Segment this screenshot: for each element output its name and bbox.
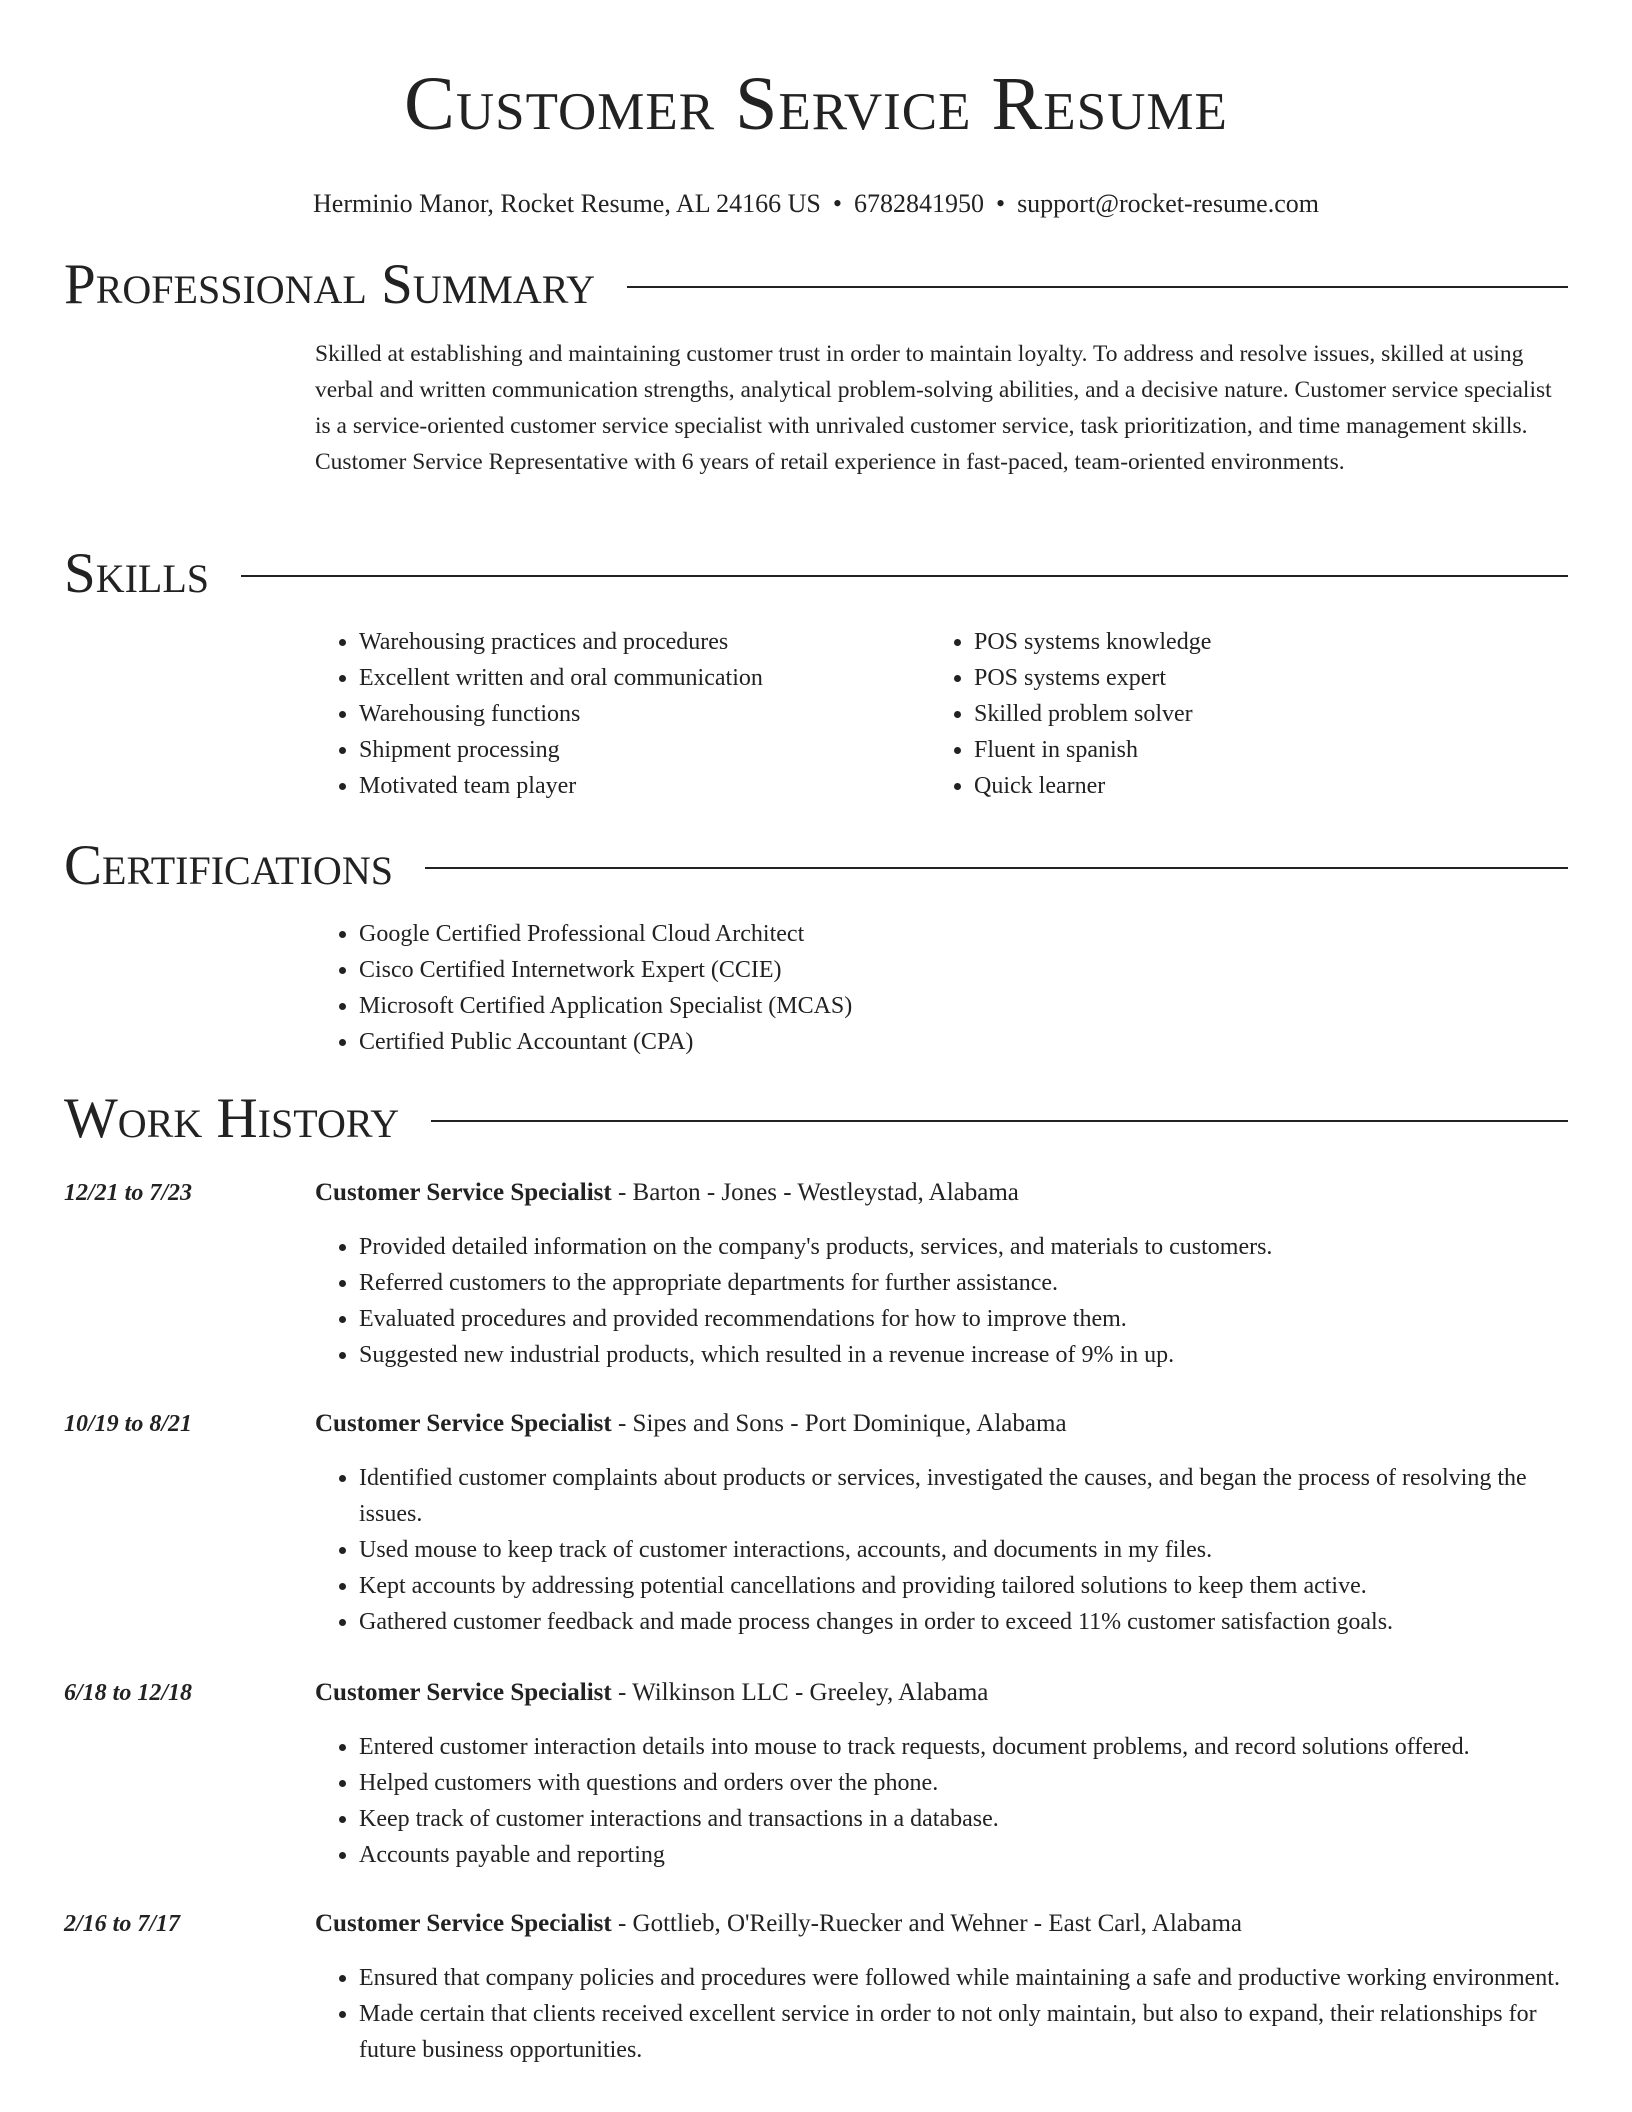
job-bullet: • Made certain that clients received excellent service in order to not only maintain, but also to expand, their relationships for future business opportunities. <box>359 1996 1568 2068</box>
job-title-line <box>315 1406 1067 1442</box>
certification-item: • Google Certified Professional Cloud Architect <box>359 916 1568 952</box>
job-bullets <box>315 1729 1568 1873</box>
job-role: Customer Service Specialist <box>315 1910 612 1937</box>
job-employer: - Barton - Jones - Westleystad, Alabama <box>611 1179 1019 1206</box>
job-bullet: • Entered customer interaction details into mouse to track requests, document problems, and record solutions offered. <box>359 1729 1568 1765</box>
job-role: Customer Service Specialist <box>315 1410 612 1437</box>
job-bullet-list <box>315 1229 1568 1373</box>
summary-heading: Professional Summary <box>64 253 596 316</box>
skill-item: • Quick learner <box>974 768 1530 804</box>
skills-column-left <box>315 624 915 804</box>
contact-email: support@rocket-resume.com <box>1017 189 1319 218</box>
work-history-section-header <box>64 1086 1568 1152</box>
skills-list-left <box>315 624 915 804</box>
skills-heading: Skills <box>64 542 210 605</box>
contact-separator: • <box>832 189 842 218</box>
skill-item: • POS systems expert <box>974 660 1530 696</box>
skill-item: • Skilled problem solver <box>974 696 1530 732</box>
certification-item: • Certified Public Accountant (CPA) <box>359 1024 1568 1060</box>
job-bullet: • Referred customers to the appropriate departments for further assistance. <box>359 1265 1568 1301</box>
skills-column-right <box>930 624 1530 804</box>
job-dates: 10/19 to 8/21 <box>64 1411 193 1437</box>
work-history-heading: Work History <box>64 1087 400 1150</box>
certifications-list-wrap <box>315 916 1568 1060</box>
summary-section-header <box>64 252 1568 318</box>
job-bullet: • Keep track of customer interactions and transactions in a database. <box>359 1801 1568 1837</box>
section-divider <box>627 286 1568 288</box>
job-role: Customer Service Specialist <box>315 1679 612 1706</box>
job-dates: 12/21 to 7/23 <box>64 1180 193 1206</box>
job-role: Customer Service Specialist <box>315 1179 612 1206</box>
section-divider <box>431 1120 1568 1122</box>
skill-item: • Shipment processing <box>359 732 915 768</box>
skill-item: • Warehousing functions <box>359 696 915 732</box>
skill-item: • Warehousing practices and procedures <box>359 624 915 660</box>
job-dates: 6/18 to 12/18 <box>64 1680 193 1706</box>
job-bullet: • Used mouse to keep track of customer interactions, accounts, and documents in my files. <box>359 1532 1568 1568</box>
job-bullet: • Accounts payable and reporting <box>359 1837 1568 1873</box>
section-divider <box>425 867 1568 869</box>
job-bullet: • Helped customers with questions and orders over the phone. <box>359 1765 1568 1801</box>
job-bullet: • Gathered customer feedback and made process changes in order to exceed 11% customer satisfaction goals. <box>359 1604 1568 1640</box>
job-bullet: • Identified customer complaints about products or services, investigated the causes, and began the process of resolving the issues. <box>359 1460 1568 1532</box>
contact-phone: 6782841950 <box>853 189 984 218</box>
job-title-line <box>315 1906 1242 1942</box>
certification-item: • Microsoft Certified Application Specialist (MCAS) <box>359 988 1568 1024</box>
certifications-list <box>315 916 1568 1060</box>
contact-line <box>0 187 1632 221</box>
skill-item: • POS systems knowledge <box>974 624 1530 660</box>
job-bullet-list <box>315 1729 1568 1873</box>
resume-header <box>0 58 1632 221</box>
contact-separator: • <box>995 189 1006 218</box>
contact-address: Herminio Manor, Rocket Resume, AL 24166 US <box>313 189 821 218</box>
job-bullet-list <box>315 1460 1568 1640</box>
summary-text: Skilled at establishing and maintaining customer trust in order to maintain loyalty. To address and resolve issues, skilled at using verbal and written communication strengths, analytical problem-solving abilities, and a decisive nature. Customer service specialist is a service-oriented customer service specialist with unrivaled customer service, task prioritization, and time management skills. Customer Service Representative with 6 years of retail experience in fast-paced, team-oriented environments. <box>315 341 1552 475</box>
skills-section-header <box>64 541 1568 607</box>
job-employer: - Wilkinson LLC - Greeley, Alabama <box>611 1679 989 1706</box>
job-title-line <box>315 1175 1019 1211</box>
job-employer: - Gottlieb, O'Reilly-Ruecker and Wehner - East Carl, Alabama <box>611 1910 1243 1937</box>
job-bullet: • Provided detailed information on the company's products, services, and materials to customers. <box>359 1229 1568 1265</box>
skill-item: • Excellent written and oral communication <box>359 660 915 696</box>
job-bullet: • Suggested new industrial products, which resulted in a revenue increase of 9% in up. <box>359 1337 1568 1373</box>
certifications-heading: Certifications <box>64 834 393 897</box>
section-divider <box>241 575 1568 577</box>
document-title: Customer Service Resume <box>404 62 1228 146</box>
skill-item: • Fluent in spanish <box>974 732 1530 768</box>
job-title-line <box>315 1675 988 1711</box>
job-bullets <box>315 1229 1568 1373</box>
job-bullet: • Evaluated procedures and provided recommendations for how to improve them. <box>359 1301 1568 1337</box>
job-dates: 2/16 to 7/17 <box>64 1911 181 1937</box>
job-bullets <box>315 1460 1568 1640</box>
job-bullet: • Ensured that company policies and procedures were followed while maintaining a safe and productive working environment. <box>359 1960 1568 1996</box>
skill-item: • Motivated team player <box>359 768 915 804</box>
skills-list-right <box>930 624 1530 804</box>
job-employer: - Sipes and Sons - Port Dominique, Alabama <box>611 1410 1067 1437</box>
job-bullets <box>315 1960 1568 2068</box>
job-bullet: • Kept accounts by addressing potential cancellations and providing tailored solutions to keep them active. <box>359 1568 1568 1604</box>
certifications-section-header <box>64 833 1568 899</box>
job-bullet-list <box>315 1960 1568 2068</box>
certification-item: • Cisco Certified Internetwork Expert (CCIE) <box>359 952 1568 988</box>
